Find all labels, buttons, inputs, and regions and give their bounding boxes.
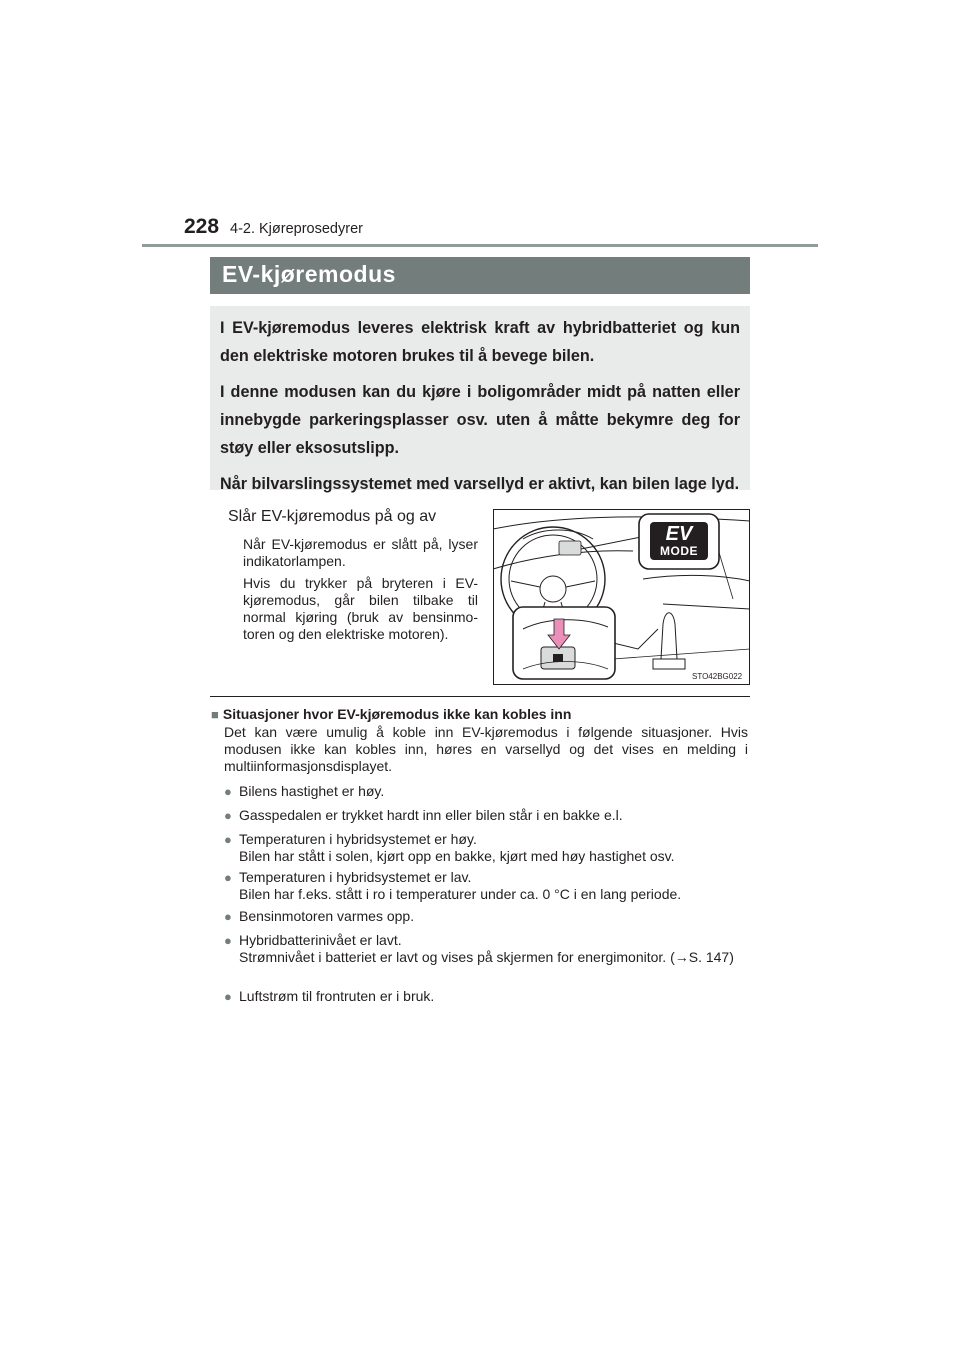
figure-code: STO42BG022 [692, 672, 743, 681]
ev-mode-switch-illustration [493, 509, 750, 685]
mode-badge-label: MODE [660, 544, 698, 558]
intro-paragraph: I denne modusen kan du kjøre i boligområder midt på natten eller innebygde parkeringsplasser osv. uten å måtte bekymre deg for støy eller eksosutslipp. [220, 383, 740, 457]
round-bullet-icon: ● [224, 989, 232, 1004]
round-bullet-icon: ● [224, 784, 232, 799]
list-item: ● Luftstrøm til frontruten er i bruk. [224, 988, 435, 1004]
page-title: EV-kjøremodus [210, 257, 750, 294]
list-item: ● Hybridbatterinivået er lavt. Strømnivået i batteriet er lavt og vises på skjermen for energimonitor. (→S. 147) [224, 932, 734, 965]
list-item: ● Gasspedalen er trykket hardt inn eller bilen står i en bakke e.l. [224, 807, 623, 823]
round-bullet-icon: ● [224, 909, 232, 924]
intro-paragraph: I EV-kjøremodus leveres elektrisk kraft av hybridbatteriet og kun den elektriske motoren brukes til å bevege bilen. [220, 319, 740, 365]
list-item: ● Bilens hastighet er høy. [224, 783, 385, 799]
section-divider [210, 696, 750, 697]
list-item: ● Temperaturen i hybridsystemet er høy. Bilen har stått i solen, kjørt opp en bakke, kjørt med høy hastighet osv. [224, 831, 675, 864]
dashboard-drawing [493, 509, 750, 685]
switch-caption: Slår EV-kjøremodus på og av [228, 508, 437, 525]
list-item: ● Bensinmotoren varmes opp. [224, 908, 415, 924]
note-indicator: Når EV-kjøremodus er slått på, lyser indikatorlampen. [243, 536, 478, 569]
situations-heading: ■ Situasjoner hvor EV-kjøremodus ikke kan kobles inn [211, 706, 572, 722]
round-bullet-icon: ● [224, 832, 232, 847]
intro-paragraph: Når bilvarslingssystemet med varsellyd er aktivt, kan bilen lage lyd. [220, 475, 740, 493]
page-number: 228 [184, 215, 220, 238]
round-bullet-icon: ● [224, 870, 232, 885]
round-bullet-icon: ● [224, 933, 232, 948]
list-item: ● Temperaturen i hybridsystemet er lav. Bilen har f.eks. stått i ro i temperaturer under ca. 0 °C i en lang periode. [224, 869, 682, 902]
intro-box [210, 306, 750, 493]
round-bullet-icon: ● [224, 808, 232, 823]
square-bullet-icon: ■ [211, 707, 219, 722]
header-rule [142, 244, 818, 247]
note-return: Hvis du trykker på bryteren i EV-kjøremodus, går bilen tilbake til normal kjøring (bruk av bensinmo-toren og den elektriske motoren). [243, 575, 478, 642]
section-label: 4-2. Kjøreprosedyrer [230, 221, 363, 237]
ev-badge-label: EV [665, 523, 693, 545]
situations-intro: Det kan være umulig å koble inn EV-kjøremodus i følgende situasjoner. Hvis modusen ikke kan kobles inn, høres en varsellyd og det vises en melding i multiinformasjonsdisplayet. [224, 724, 748, 774]
